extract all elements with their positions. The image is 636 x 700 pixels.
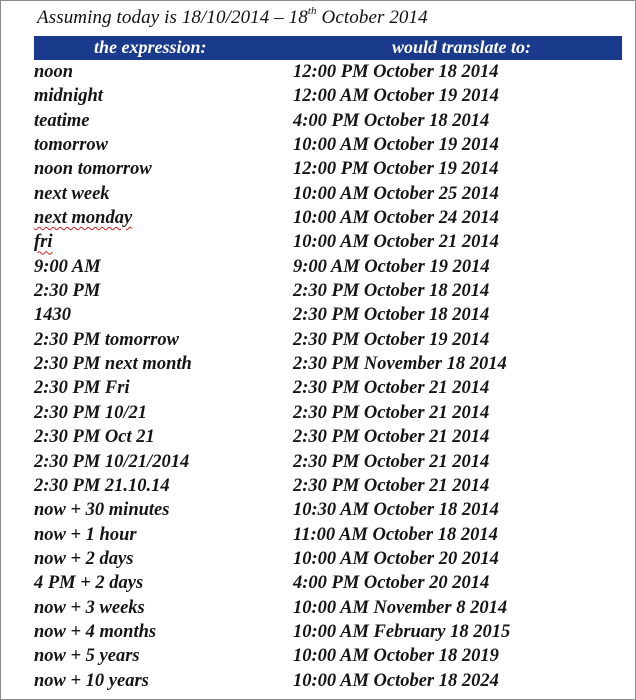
translation-cell: 11:00 AM October 18 2014 xyxy=(293,524,498,545)
translation-cell: 4:00 PM October 20 2014 xyxy=(293,573,490,594)
expression-cell: 2:30 PM 21.10.14 xyxy=(34,475,170,496)
expression-cell: 9:00 AM xyxy=(34,256,101,277)
translation-cell: 10:30 AM October 18 2014 xyxy=(293,500,499,521)
table-row xyxy=(1,401,636,425)
expression-cell: next monday xyxy=(34,208,133,229)
translation-cell: 4:00 PM October 18 2014 xyxy=(293,110,490,131)
translation-cell: 10:00 AM October 24 2014 xyxy=(293,208,499,229)
translation-cell: 2:30 PM October 21 2014 xyxy=(293,378,490,399)
translation-cell: 10:00 AM October 21 2014 xyxy=(293,232,499,253)
table-row xyxy=(1,596,636,620)
table-row xyxy=(1,182,636,206)
expression-cell: 2:30 PM xyxy=(34,281,101,302)
table-row xyxy=(1,279,636,303)
translation-cell: 2:30 PM October 21 2014 xyxy=(293,475,490,496)
table-row xyxy=(1,60,636,84)
table-row xyxy=(1,450,636,474)
translation-cell: 9:00 AM October 19 2014 xyxy=(293,256,490,277)
table-row xyxy=(1,498,636,522)
page-title xyxy=(37,7,428,29)
expression-cell: 2:30 PM next month xyxy=(34,354,192,375)
expression-cell: now + 3 weeks xyxy=(34,597,145,618)
translation-cell: 12:00 PM October 19 2014 xyxy=(293,159,499,180)
translation-cell: 2:30 PM November 18 2014 xyxy=(293,354,507,375)
expression-cell: now + 4 months xyxy=(34,621,157,642)
expression-cell: now + 5 years xyxy=(34,646,140,667)
expression-cell: 2:30 PM Oct 21 xyxy=(34,427,155,448)
translation-cell: 10:00 AM February 18 2015 xyxy=(293,621,511,642)
expression-cell: now + 30 minutes xyxy=(34,500,170,521)
expression-cell: 2:30 PM Fri xyxy=(34,378,130,399)
expression-cell: midnight xyxy=(34,86,103,107)
table-row xyxy=(1,523,636,547)
translation-cell: 10:00 AM October 25 2014 xyxy=(293,183,499,204)
expression-cell: now + 2 days xyxy=(34,548,134,569)
table-row xyxy=(1,644,636,668)
translation-cell: 2:30 PM October 21 2014 xyxy=(293,402,490,423)
translation-cell: 2:30 PM October 18 2014 xyxy=(293,281,490,302)
translation-cell: 12:00 PM October 18 2014 xyxy=(293,62,499,82)
table-row xyxy=(1,303,636,327)
header-expression: the expression: xyxy=(94,37,207,57)
expression-cell: 4 PM + 2 days xyxy=(34,573,144,594)
translation-cell: 10:00 AM October 20 2014 xyxy=(293,548,499,569)
table-header xyxy=(34,36,622,60)
translation-cell: 2:30 PM October 18 2014 xyxy=(293,305,490,326)
expression-cell: tomorrow xyxy=(34,135,109,156)
translation-cell: 10:00 AM October 18 2024 xyxy=(293,670,499,691)
expression-cell: 2:30 PM 10/21 xyxy=(34,402,148,423)
expression-cell: fri xyxy=(34,232,53,253)
expression-cell: now + 1 hour xyxy=(34,524,137,545)
expression-cell: 2:30 PM tomorrow xyxy=(34,329,179,350)
translation-cell: 2:30 PM October 19 2014 xyxy=(293,329,490,350)
title-suffix: October 2014 xyxy=(316,7,428,28)
table-row xyxy=(1,230,636,254)
table-body xyxy=(1,60,636,693)
expression-cell: noon tomorrow xyxy=(34,159,152,180)
translation-cell: 10:00 AM October 19 2014 xyxy=(293,135,499,156)
title-text: Assuming today is 18/10/2014 – 18 xyxy=(37,7,308,28)
table-row xyxy=(1,571,636,595)
table-row xyxy=(1,547,636,571)
expression-cell: next week xyxy=(34,183,110,204)
table-row xyxy=(1,84,636,108)
table-row xyxy=(1,669,636,693)
table-row xyxy=(1,328,636,352)
table-row xyxy=(1,474,636,498)
table-row xyxy=(1,620,636,644)
translation-cell: 10:00 AM November 8 2014 xyxy=(293,597,508,618)
expression-cell: now + 10 years xyxy=(34,670,149,691)
table-row xyxy=(1,352,636,376)
table-row xyxy=(1,425,636,449)
expression-cell: 1430 xyxy=(34,305,71,326)
table-row xyxy=(1,206,636,230)
table-row xyxy=(1,255,636,279)
translation-cell: 2:30 PM October 21 2014 xyxy=(293,451,490,472)
expression-cell: noon xyxy=(34,62,74,82)
table-row xyxy=(1,109,636,133)
translation-cell: 12:00 AM October 19 2014 xyxy=(293,86,499,107)
expression-cell: 2:30 PM 10/21/2014 xyxy=(34,451,190,472)
expression-cell: teatime xyxy=(34,110,90,131)
header-translation: would translate to: xyxy=(392,37,532,57)
translation-cell: 10:00 AM October 18 2019 xyxy=(293,646,499,667)
table-row xyxy=(1,376,636,400)
title-superscript: th xyxy=(307,5,317,17)
translation-cell: 2:30 PM October 21 2014 xyxy=(293,427,490,448)
table-row xyxy=(1,157,636,181)
table-row xyxy=(1,133,636,157)
